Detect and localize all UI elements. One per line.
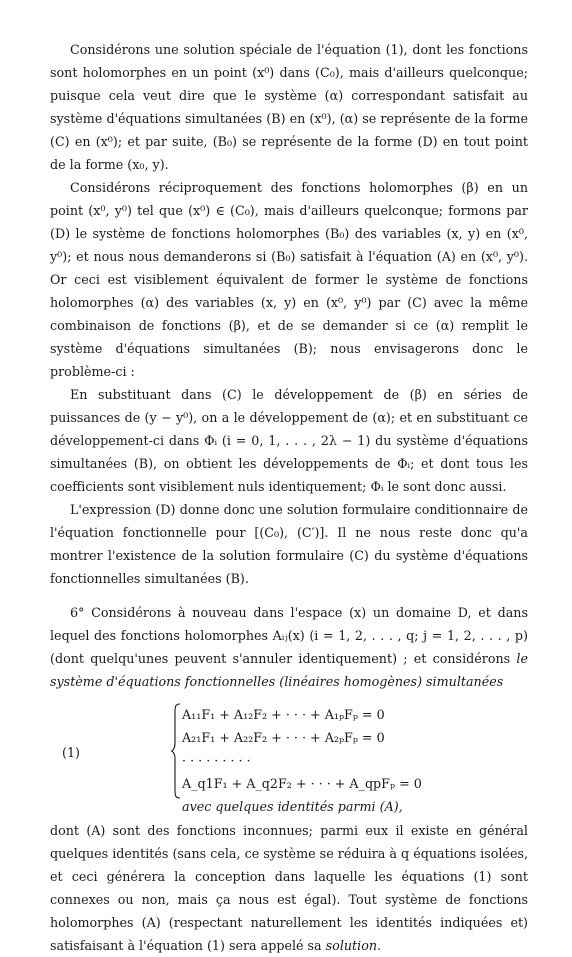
paragraph-6 (50, 819, 528, 957)
paragraph-5-text: 6° Considérons à nouveau dans l'espace (x) un domaine D, et dans lequel des fonctions holomorphes Aᵢⱼ(x) (i = 1, 2, . . . , q; j = 1, 2, . . . , p) (dont quelqu'unes peuvent s'annuler identiquement) ; et considérons (50, 605, 528, 666)
paragraph-6-emphasis: solution (325, 938, 378, 953)
paragraph-2: Considérons réciproquement des fonctions holomorphes (β) en un point (x⁰, y⁰) tel que (x⁰) ∈ (C₀), mais d'ailleurs quelconque; formons par (D) le système de fonctions holomorphes (B₀) des variables (x, y) en (x⁰, y⁰); et nous nous demanderons si (B₀) satisfait à l'équation (A) en (x⁰, y⁰). Or ceci est visiblement équivalent de former le système de fonctions holomorphes (α) des variables (x, y) en (x⁰, y⁰) par (C) avec la même combinaison de fonctions (β), et de se demander si ce (α) remplit le système d'équations simultanées (B); nous envisagerons donc le problème-ci : (50, 180, 528, 379)
equation-line: A_q1F₁ + A_q2F₂ + · · · + A_qpFₚ = 0 (182, 776, 422, 791)
paragraph-6-text: dont (A) sont des fonctions inconnues; parmi eux il existe en général quelques identités (sans cela, ce système se réduira à q équations isolées, et ceci générera la conception dans laquelle les équations (1) sont connexes ou non, mais ça nous est égal). Tout système de fonctions holomorphes (A) (respectant naturellement les identités indiquées et) satisfaisant à l'équation (1) sera appelé sa (50, 823, 528, 953)
equation-system (50, 699, 528, 819)
section-gap (50, 590, 528, 601)
equation-line: A₁₁F₁ + A₁₂F₂ + · · · + A₁ₚFₚ = 0 (182, 707, 385, 722)
page-body (50, 38, 528, 957)
equation-note: avec quelques identités parmi (A), (182, 799, 403, 814)
paragraph-6-period: . (377, 938, 382, 953)
paragraph-4: L'expression (D) donne donc une solution formulaire conditionnaire de l'équation fonctionnelle pour [(C₀), (C′)]. Il ne nous reste donc qu'a montrer l'existence de la solution formulaire (C) du système d'équations fonctionnelles simultanées (B). (50, 502, 528, 586)
paragraph-3: En substituant dans (C) le développement de (β) en séries de puissances de (y − y⁰), on a le développement de (α); et en substituant ce développement-ci dans Φᵢ (i = 0, 1, . . . , 2λ − 1) du système d'équations simultanées (B), on obtient les développements de Φᵢ; et dont tous les coefficients sont visiblement nuls identiquement; Φᵢ le sont donc aussi. (50, 387, 528, 494)
paragraph-5 (50, 601, 528, 693)
equation-lines (182, 703, 422, 795)
paragraph-1: Considérons une solution spéciale de l'équation (1), dont les fonctions sont holomorphes en un point (x⁰) dans (C₀), mais d'ailleurs quelconque; puisque cela veut dire que le système (α) correspondant satisfait au système d'équations simultanées (B) en (x⁰), (α) se représente de la forme (C) en (x⁰); et par suite, (B₀) se représente de la forme (D) en tout point de la forme (x₀, y). (50, 42, 528, 172)
equation-line: A₂₁F₁ + A₂₂F₂ + · · · + A₂ₚFₚ = 0 (182, 730, 385, 745)
left-brace-icon (170, 703, 182, 799)
equation-number: (1) (62, 745, 80, 760)
equation-dots: · · · · · · · · · (182, 753, 251, 768)
paragraph-5-emphasis: le système d'équations fonctionnelles (linéaires homogènes) simultanées (50, 651, 528, 689)
